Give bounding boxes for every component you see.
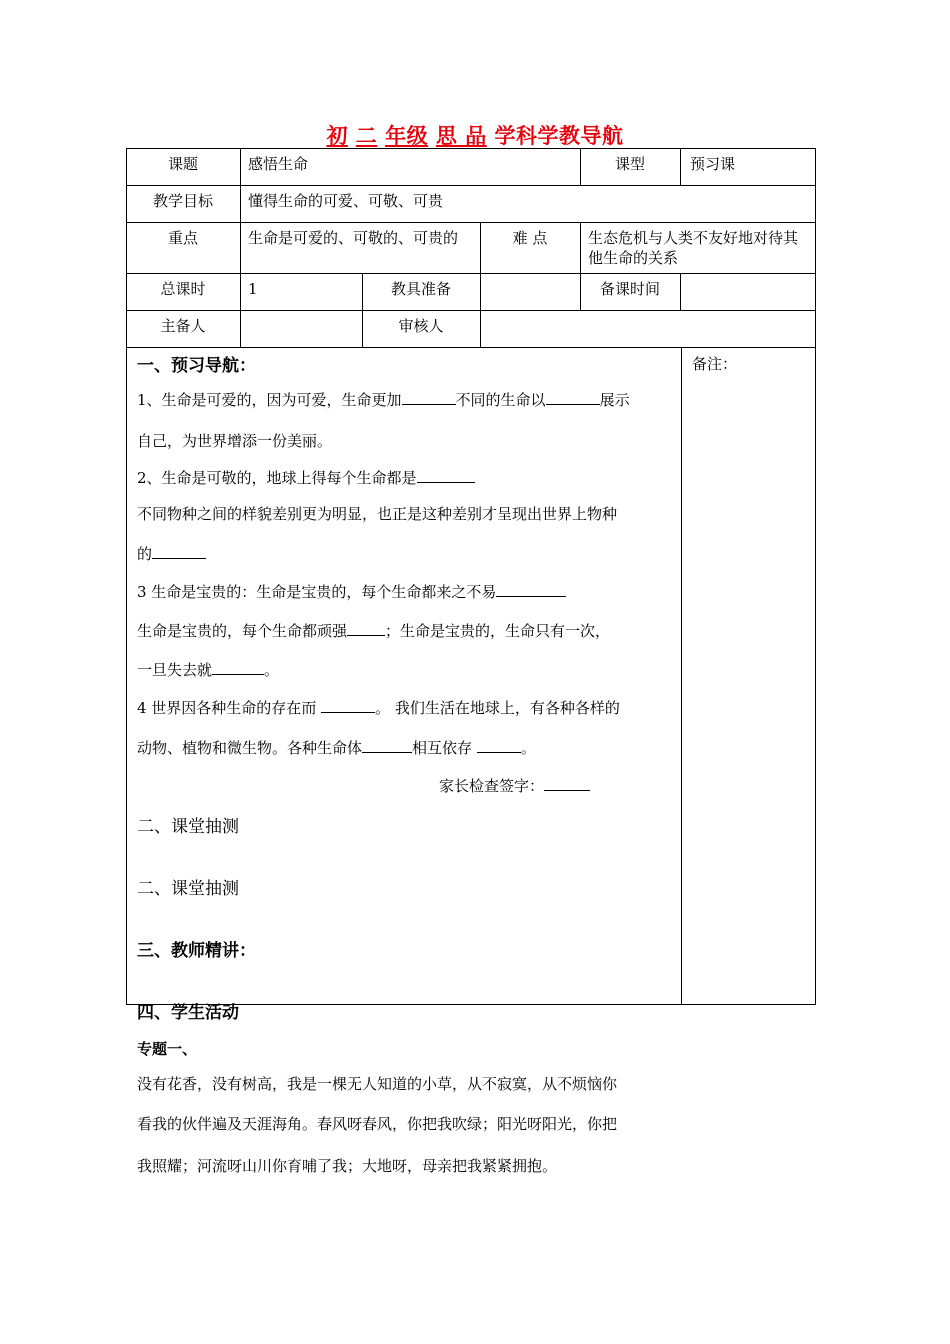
poem-line-2: 看我的伙伴遍及天涯海角。春风呀春风，你把我吹绿；阳光呀阳光，你把: [137, 1115, 618, 1133]
title-grade-suffix: 年级: [385, 123, 429, 148]
difficulty-label: 难 点: [512, 229, 548, 247]
preparer-label: 主备人: [160, 317, 206, 335]
difficulty-value: 生态危机与人类不友好地对待其他生命的关系: [588, 229, 799, 267]
key-value: 生命是可爱的、可敬的、可贵的: [248, 229, 459, 247]
poem-line-1: 没有花香，没有树高，我是一棵无人知道的小草，从不寂寞，从不烦恼你: [137, 1075, 618, 1093]
question-4-line-1: 4 世界因各种生命的存在而 。 我们生活在地球上，有各种各样的: [137, 699, 620, 717]
question-3-line-3: 一旦失去就 。: [137, 661, 280, 679]
hours-value: 1: [248, 280, 258, 298]
question-2-line-1: 2、生命是可敬的，地球上得每个生命都是: [137, 467, 475, 488]
topic-label: 课题: [167, 155, 198, 173]
question-2-line-3: 的: [137, 543, 206, 564]
question-2-line-2: 不同物种之间的样貌差别更为明显，也正是这种差别才呈现出世界上物种: [137, 505, 618, 523]
section-class-test: 二、课堂抽测: [137, 817, 239, 837]
section-teacher-explain: 三、教师精讲：: [137, 941, 256, 961]
prep-time-label: 备课时间: [599, 280, 660, 298]
section-student-activity: 四、学生活动: [137, 1003, 239, 1023]
title-grade: 二: [355, 123, 378, 148]
type-label: 课型: [614, 155, 645, 173]
key-label: 重点: [167, 229, 198, 247]
question-3-line-2: 生命是宝贵的，每个生命都顽强 ；生命是宝贵的，生命只有一次，: [137, 622, 611, 640]
question-1-line-1: 1、生命是可爱的，因为可爱，生命更加 不同的生命以 展示: [137, 391, 630, 409]
topic-one-heading: 专题一、: [137, 1040, 198, 1058]
question-3-line-1: 3 生命是宝贵的：生命是宝贵的，每个生命都来之不易: [137, 581, 566, 602]
question-4-line-2: 动物、植物和微生物。各种生命体 相互依存 。: [137, 739, 536, 757]
type-value: 预习课: [690, 155, 736, 173]
goal-label: 教学目标: [152, 192, 213, 210]
goal-value: 懂得生命的可爱、可敬、可贵: [248, 192, 444, 210]
section-class-test-repeat: 二、课堂抽测: [137, 879, 239, 899]
parent-signature: 家长检查签字：: [439, 775, 590, 796]
header-table: [126, 148, 816, 348]
topic-value: 感悟生命: [248, 155, 309, 173]
title-subject: 思 品: [435, 123, 487, 148]
hours-label: 总课时: [160, 280, 206, 298]
reviewer-label: 审核人: [398, 317, 444, 335]
question-1-line-2: 自己，为世界增添一份美丽。: [137, 432, 333, 450]
section-preview: 一、预习导航：: [137, 356, 256, 376]
main-table: [126, 347, 816, 1175]
page-title: [0, 120, 950, 150]
remarks-label: 备注：: [692, 355, 738, 373]
tools-label: 教具准备: [390, 280, 451, 298]
poem-line-3: 我照耀；河流呀山川你育哺了我；大地呀，母亲把我紧紧拥抱。: [137, 1157, 558, 1175]
title-suffix: 学科学教导航: [494, 123, 624, 148]
title-prefix: 初: [326, 123, 348, 148]
